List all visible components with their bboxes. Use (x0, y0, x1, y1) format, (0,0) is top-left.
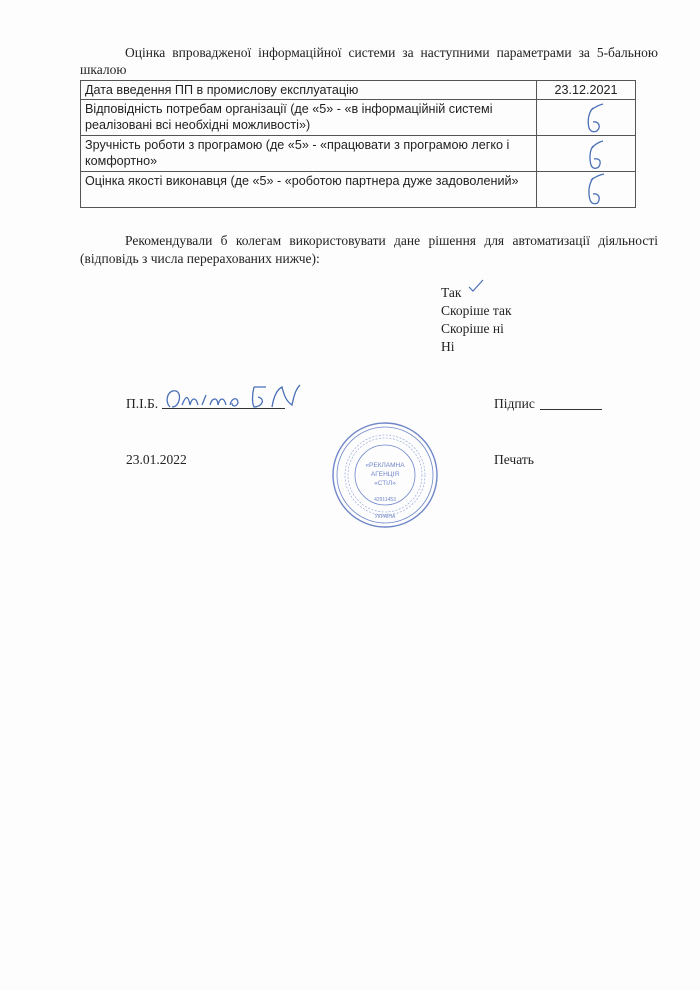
row-value-handwritten (537, 172, 636, 208)
svg-text:АГЕНЦІЯ: АГЕНЦІЯ (370, 471, 400, 478)
option-rather-no: Скоріше ні (441, 321, 504, 336)
row-label: Відповідність потребам організації (де «5» - «в інформаційній системі реалізовані всі необхідні можливості») (81, 100, 537, 136)
intro-text: Оцінка впровадженої інформаційної системи за наступними параметрами за 5-бальною шкалою (80, 45, 658, 77)
signature-line (540, 409, 602, 410)
recommend-text: Рекомендували б колегам використовувати дане рішення для автоматизації діяльності (відповідь з числа перерахованих нижче): (80, 233, 658, 266)
row-label: Оцінка якості виконавця (де «5» - «роботою партнера дуже задоволений» (81, 172, 537, 208)
row-value-handwritten (537, 100, 636, 136)
table-row (81, 100, 636, 136)
table-row (81, 136, 636, 172)
stamp-label: Печать (494, 452, 534, 467)
row-value: 23.12.2021 (537, 81, 636, 100)
answer-options (441, 284, 512, 356)
table-row (81, 172, 636, 208)
row-label: Зручність роботи з програмою (де «5» - «працювати з програмою легко і комфортно» (81, 136, 537, 172)
ratings-table (80, 80, 636, 208)
option-rather-yes: Скоріше так (441, 303, 512, 318)
row-label: Дата введення ПП в промислову експлуатацію (81, 81, 537, 100)
option-yes: Так (441, 284, 512, 302)
svg-text:42911453: 42911453 (374, 497, 396, 503)
handwritten-score-5 (537, 172, 627, 208)
handwritten-score-5 (537, 100, 627, 136)
name-label: П.І.Б. (126, 396, 159, 411)
svg-text:УКРАЇНА: УКРАЇНА (374, 514, 396, 520)
signature-label: Підпис (494, 396, 535, 411)
document-date: 23.01.2022 (126, 452, 187, 467)
table-row (81, 81, 636, 100)
svg-text:«СТІЛ»: «СТІЛ» (374, 480, 396, 487)
handwritten-score-5 (537, 136, 627, 172)
company-stamp (330, 420, 440, 530)
option-no: Ні (441, 339, 455, 354)
svg-text:«РЕКЛАМНА: «РЕКЛАМНА (365, 462, 405, 469)
handwritten-name (162, 381, 312, 413)
checkmark-icon (466, 278, 486, 294)
row-value-handwritten (537, 136, 636, 172)
